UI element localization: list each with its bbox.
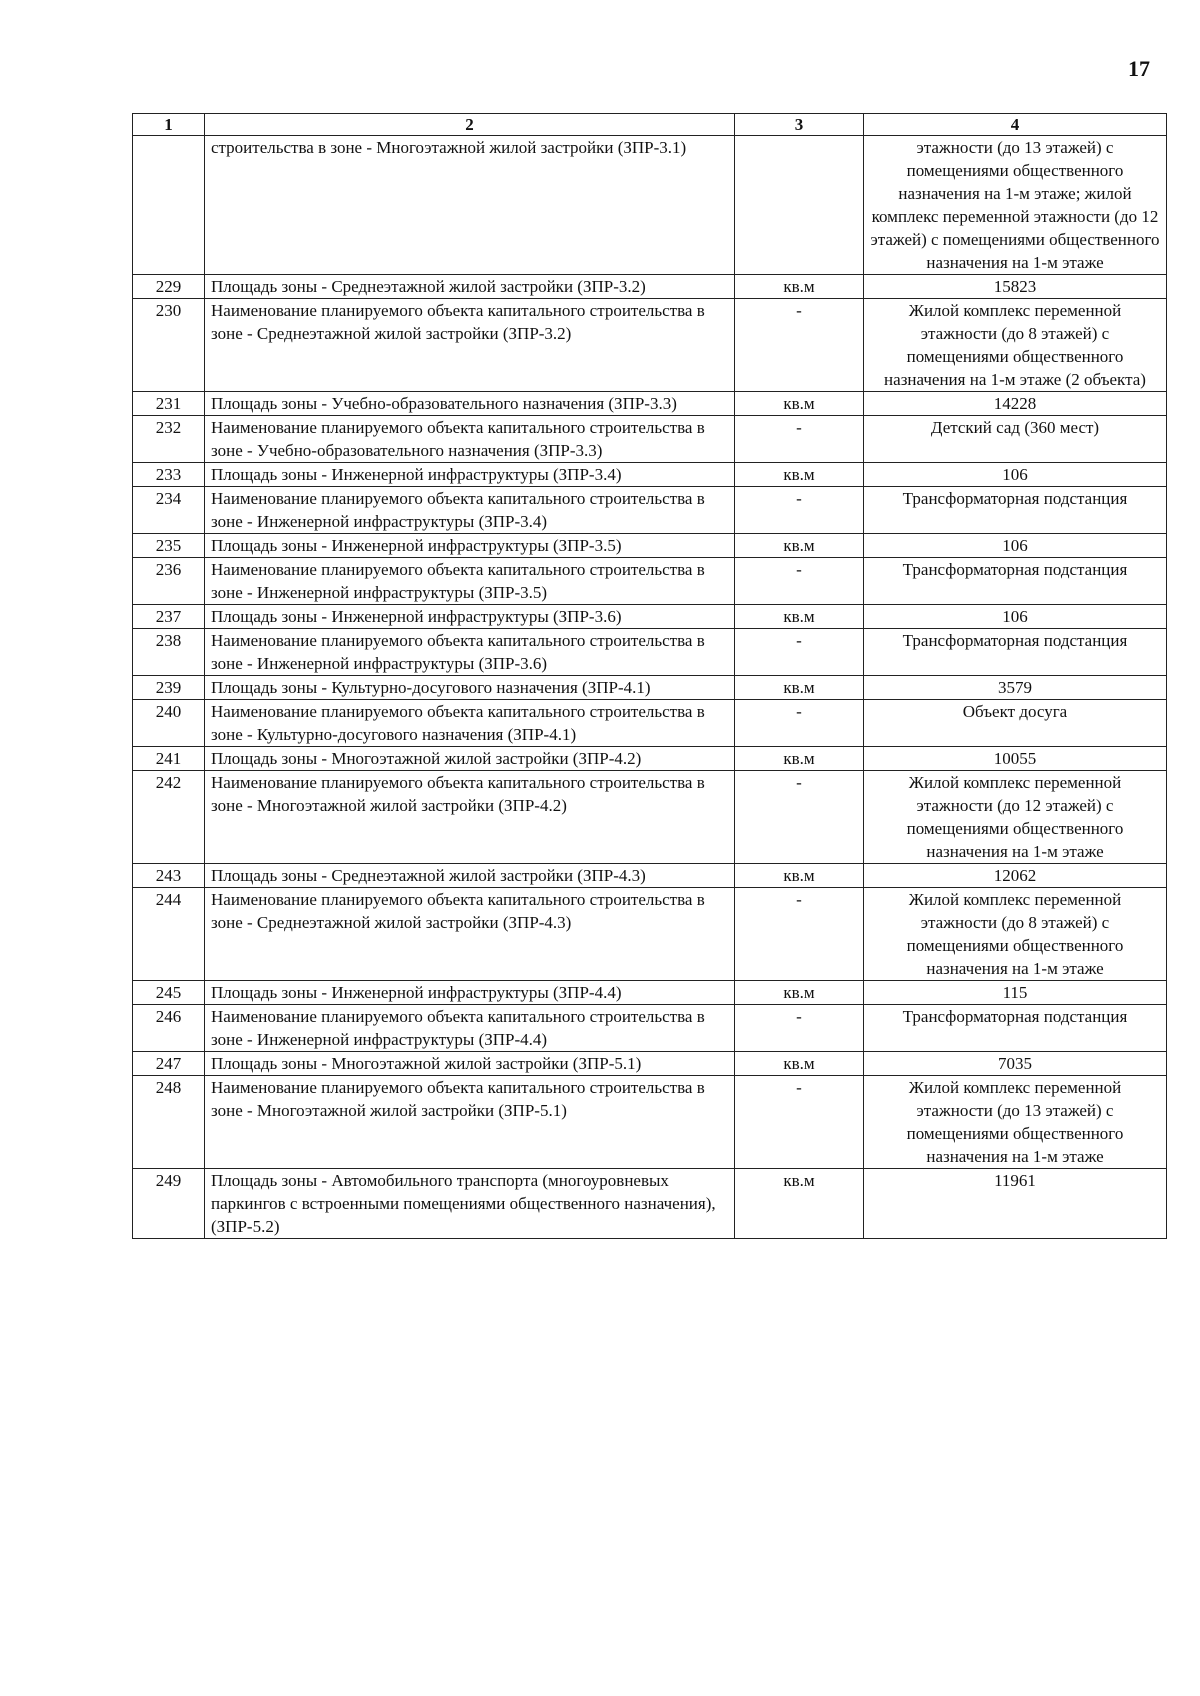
row-description-cell: Площадь зоны - Инженерной инфраструктуры (ЗПР-3.6) xyxy=(205,605,735,629)
row-unit-cell: - xyxy=(735,558,864,605)
row-value-cell: Жилой комплекс переменной этажности (до 12 этажей) с помещениями общественного назначения на 1-м этаже xyxy=(864,771,1167,864)
table-row xyxy=(133,275,1167,299)
row-number-cell: 230 xyxy=(133,299,205,392)
row-number-cell: 238 xyxy=(133,629,205,676)
table-row xyxy=(133,1169,1167,1239)
row-description-cell: Наименование планируемого объекта капитального строительства в зоне - Многоэтажной жилой застройки (ЗПР-4.2) xyxy=(205,771,735,864)
row-description-cell: Площадь зоны - Среднеэтажной жилой застройки (ЗПР-4.3) xyxy=(205,864,735,888)
row-number-cell: 249 xyxy=(133,1169,205,1239)
row-number-cell: 237 xyxy=(133,605,205,629)
row-description-cell: Наименование планируемого объекта капитального строительства в зоне - Среднеэтажной жилой застройки (ЗПР-4.3) xyxy=(205,888,735,981)
column-header-3: 3 xyxy=(735,114,864,136)
row-unit-cell: - xyxy=(735,700,864,747)
row-value-cell: 14228 xyxy=(864,392,1167,416)
table-row xyxy=(133,981,1167,1005)
table-row xyxy=(133,558,1167,605)
table-row xyxy=(133,700,1167,747)
row-number-cell: 235 xyxy=(133,534,205,558)
row-unit-cell: кв.м xyxy=(735,676,864,700)
data-table xyxy=(132,113,1167,1239)
table-row xyxy=(133,1076,1167,1169)
table-row xyxy=(133,299,1167,392)
row-number-cell: 243 xyxy=(133,864,205,888)
page-number: 17 xyxy=(1128,56,1150,81)
row-unit-cell: - xyxy=(735,1005,864,1052)
table-row xyxy=(133,463,1167,487)
row-description-cell: Наименование планируемого объекта капитального строительства в зоне - Инженерной инфраструктуры (ЗПР-4.4) xyxy=(205,1005,735,1052)
row-unit-cell: кв.м xyxy=(735,864,864,888)
row-value-cell: 15823 xyxy=(864,275,1167,299)
row-unit-cell: - xyxy=(735,888,864,981)
table-header-row xyxy=(133,114,1167,136)
row-value-cell: Трансформаторная подстанция xyxy=(864,558,1167,605)
row-value-cell: 106 xyxy=(864,534,1167,558)
row-unit-cell: кв.м xyxy=(735,275,864,299)
row-unit-cell: кв.м xyxy=(735,605,864,629)
table-row xyxy=(133,487,1167,534)
table-row xyxy=(133,771,1167,864)
row-value-cell: 11961 xyxy=(864,1169,1167,1239)
row-value-cell: 10055 xyxy=(864,747,1167,771)
row-unit-cell: - xyxy=(735,629,864,676)
row-description-cell: Наименование планируемого объекта капитального строительства в зоне - Многоэтажной жилой застройки (ЗПР-5.1) xyxy=(205,1076,735,1169)
row-description-cell: Наименование планируемого объекта капитального строительства в зоне - Культурно-досугового назначения (ЗПР-4.1) xyxy=(205,700,735,747)
row-description-cell: Площадь зоны - Многоэтажной жилой застройки (ЗПР-4.2) xyxy=(205,747,735,771)
table-row xyxy=(133,534,1167,558)
row-unit-cell: кв.м xyxy=(735,463,864,487)
row-number-cell: 232 xyxy=(133,416,205,463)
column-header-2: 2 xyxy=(205,114,735,136)
row-unit-cell: кв.м xyxy=(735,392,864,416)
table-row xyxy=(133,676,1167,700)
row-description-cell: Площадь зоны - Инженерной инфраструктуры (ЗПР-3.5) xyxy=(205,534,735,558)
column-header-1: 1 xyxy=(133,114,205,136)
row-value-cell: Жилой комплекс переменной этажности (до 13 этажей) с помещениями общественного назначения на 1-м этаже xyxy=(864,1076,1167,1169)
row-value-cell: этажности (до 13 этажей) с помещениями общественного назначения на 1-м этаже; жилой комплекс переменной этажности (до 12 этажей) с помещениями общественного назначения на 1-м этаже xyxy=(864,136,1167,275)
row-number-cell: 247 xyxy=(133,1052,205,1076)
row-number-cell: 244 xyxy=(133,888,205,981)
table-row xyxy=(133,392,1167,416)
row-number-cell: 233 xyxy=(133,463,205,487)
row-number-cell: 234 xyxy=(133,487,205,534)
row-value-cell: Трансформаторная подстанция xyxy=(864,629,1167,676)
row-value-cell: Трансформаторная подстанция xyxy=(864,487,1167,534)
row-description-cell: Наименование планируемого объекта капитального строительства в зоне - Учебно-образовательного назначения (ЗПР-3.3) xyxy=(205,416,735,463)
row-description-cell: Площадь зоны - Среднеэтажной жилой застройки (ЗПР-3.2) xyxy=(205,275,735,299)
row-number-cell: 239 xyxy=(133,676,205,700)
table-row xyxy=(133,1052,1167,1076)
row-number-cell: 245 xyxy=(133,981,205,1005)
row-value-cell: Детский сад (360 мест) xyxy=(864,416,1167,463)
row-value-cell: 3579 xyxy=(864,676,1167,700)
table-row xyxy=(133,629,1167,676)
row-unit-cell: - xyxy=(735,416,864,463)
row-value-cell: Трансформаторная подстанция xyxy=(864,1005,1167,1052)
row-description-cell: Наименование планируемого объекта капитального строительства в зоне - Инженерной инфраструктуры (ЗПР-3.5) xyxy=(205,558,735,605)
row-unit-cell: кв.м xyxy=(735,1052,864,1076)
table-row xyxy=(133,1005,1167,1052)
table-row xyxy=(133,136,1167,275)
row-unit-cell xyxy=(735,136,864,275)
row-value-cell: 115 xyxy=(864,981,1167,1005)
row-number-cell xyxy=(133,136,205,275)
row-number-cell: 231 xyxy=(133,392,205,416)
row-unit-cell: - xyxy=(735,299,864,392)
table-row xyxy=(133,888,1167,981)
row-number-cell: 248 xyxy=(133,1076,205,1169)
row-value-cell: Объект досуга xyxy=(864,700,1167,747)
row-number-cell: 241 xyxy=(133,747,205,771)
row-description-cell: Площадь зоны - Инженерной инфраструктуры (ЗПР-4.4) xyxy=(205,981,735,1005)
row-unit-cell: кв.м xyxy=(735,1169,864,1239)
row-description-cell: Площадь зоны - Учебно-образовательного назначения (ЗПР-3.3) xyxy=(205,392,735,416)
row-value-cell: 106 xyxy=(864,463,1167,487)
row-value-cell: 106 xyxy=(864,605,1167,629)
row-value-cell: Жилой комплекс переменной этажности (до 8 этажей) с помещениями общественного назначения на 1-м этаже (2 объекта) xyxy=(864,299,1167,392)
row-value-cell: Жилой комплекс переменной этажности (до 8 этажей) с помещениями общественного назначения на 1-м этаже xyxy=(864,888,1167,981)
row-description-cell: Площадь зоны - Автомобильного транспорта (многоуровневых паркингов с встроенными помещениями общественного назначения), (ЗПР-5.2) xyxy=(205,1169,735,1239)
row-description-cell: Площадь зоны - Многоэтажной жилой застройки (ЗПР-5.1) xyxy=(205,1052,735,1076)
table-row xyxy=(133,416,1167,463)
table-row xyxy=(133,747,1167,771)
row-description-cell: Площадь зоны - Инженерной инфраструктуры (ЗПР-3.4) xyxy=(205,463,735,487)
table-row xyxy=(133,605,1167,629)
row-description-cell: Наименование планируемого объекта капитального строительства в зоне - Среднеэтажной жилой застройки (ЗПР-3.2) xyxy=(205,299,735,392)
row-unit-cell: кв.м xyxy=(735,747,864,771)
row-value-cell: 12062 xyxy=(864,864,1167,888)
row-number-cell: 236 xyxy=(133,558,205,605)
row-description-cell: Площадь зоны - Культурно-досугового назначения (ЗПР-4.1) xyxy=(205,676,735,700)
row-number-cell: 240 xyxy=(133,700,205,747)
row-description-cell: строительства в зоне - Многоэтажной жилой застройки (ЗПР-3.1) xyxy=(205,136,735,275)
row-unit-cell: кв.м xyxy=(735,981,864,1005)
row-unit-cell: кв.м xyxy=(735,534,864,558)
column-header-4: 4 xyxy=(864,114,1167,136)
table-body xyxy=(133,136,1167,1239)
row-number-cell: 229 xyxy=(133,275,205,299)
row-unit-cell: - xyxy=(735,487,864,534)
row-number-cell: 246 xyxy=(133,1005,205,1052)
row-description-cell: Наименование планируемого объекта капитального строительства в зоне - Инженерной инфраструктуры (ЗПР-3.6) xyxy=(205,629,735,676)
row-unit-cell: - xyxy=(735,771,864,864)
row-unit-cell: - xyxy=(735,1076,864,1169)
row-description-cell: Наименование планируемого объекта капитального строительства в зоне - Инженерной инфраструктуры (ЗПР-3.4) xyxy=(205,487,735,534)
row-value-cell: 7035 xyxy=(864,1052,1167,1076)
row-number-cell: 242 xyxy=(133,771,205,864)
table-row xyxy=(133,864,1167,888)
